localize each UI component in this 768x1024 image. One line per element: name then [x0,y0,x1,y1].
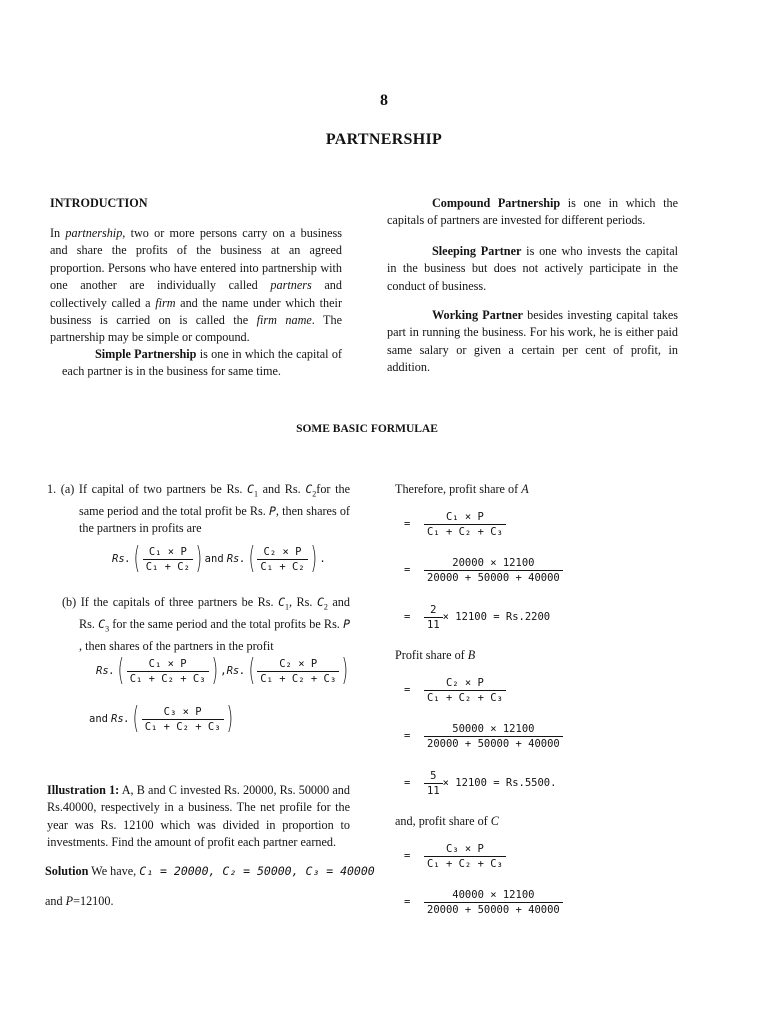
formula-1b-expression-line1: Rs.( $\frac{\text{C₁ × P}}{\text{C₁ + C₂ + C₃}}$ ) ,Rs.( $\frac{\text{C₂ × P}}{\text{C₁ + C₂ + C₃}}$ ) [96,653,349,688]
chapter-number: 8 [380,92,388,109]
fraction: $\frac{\text{C₂ × P}}{\text{C₁ + C₂}}$ [257,545,307,574]
fraction: $\frac{\text{C₃ × P}}{\text{C₁ + C₂ + C₃}}$ [142,705,224,734]
intro-paragraph: In partnership, two or more persons carry on a business and share the profits of the business at an agreed proportion. Persons who have entered into partnership with one another are individually called partners and collectively called a firm and the name under which their business is carried on is called the firm name. The partnership may be simple or compound. [50,226,343,345]
share-a-formula: = $\frac{\text{C₁ × P}}{\text{C₁ + C₂ + C₃}}$ [404,510,506,539]
share-b-result: = $\frac{5}{11}$ × 12100 = Rs.5500. [404,770,557,797]
formula-1b-expression-line2: and Rs.( $\frac{\text{C₃ × P}}{\text{C₁ + C₂ + C₃}}$ ) [89,701,233,736]
share-c-substitution: = $\frac{40000 \times 12100}{20000 + 50000 + 40000}$ [404,888,563,917]
share-c-formula: = $\frac{\text{C₃ × P}}{\text{C₁ + C₂ + C₃}}$ [404,842,506,871]
simple-partnership-definition: Simple Partnership is one in which the capital of each partner is in the business for same time. [62,347,342,379]
share-a-result: = $\frac{2}{11}$ × 12100 = Rs.2200 [404,604,551,631]
working-partner-definition: Working Partner besides investing capital takes part in running the business. For his work, he is either paid same salary or given a certain per cent of profit, in addition. [387,308,678,375]
profit-share-a-label: Therefore, profit share of A [395,482,529,496]
page-title: PARTNERSHIP [325,131,443,148]
solution-profit: and P=12100. [45,894,114,908]
illustration-1: Illustration 1: A, B and C invested Rs. 20000, Rs. 50000 and Rs.40000, respectively in a business. The net profile for the year was Rs. 12100 which was divided in proportion to investments. Find the amount of profit each partner earned. [47,783,350,850]
intro-heading: INTRODUCTION [50,196,148,210]
formula-1a-expression: Rs.( $\frac{\text{C₁ × P}}{\text{C₁ + C₂}}$ ) and Rs.( $\frac{\text{C₂ × P}}{\text{C₁ + C₂}}$ ) . [112,541,326,576]
formula-1a-text: 1. (a) If capital of two partners be Rs. $C_1$ and Rs. $C_2for$ the same period and the total profit be Rs. P, then shares of the partners in profits are [47,482,350,536]
compound-partnership-definition: Compound Partnership is one in which the capitals of partners are invested for different periods. [387,196,678,228]
profit-share-b-label: Profit share of B [395,648,476,662]
solution-line: Solution We have, C₁ = 20000, C₂ = 50000, C₃ = 40000 [45,864,375,878]
share-a-substitution: = $\frac{20000 \times 12100}{20000 + 50000 + 40000}$ [404,556,563,585]
formula-1b-text: (b) If the capitals of three partners be Rs. $C_1$, Rs. $C_2$ and Rs. $C_3$ for the same period and the total profits be Rs. P , then shares of the partners in the profit [62,595,351,653]
profit-share-c-label: and, profit share of C [395,814,499,828]
fraction: $\frac{\text{C₁ × P}}{\text{C₁ + C₂ + C₃}}$ [127,657,209,686]
fraction: $\frac{\text{C₁ × P}}{\text{C₁ + C₂}}$ [143,545,193,574]
formulae-heading: SOME BASIC FORMULAE [296,423,438,435]
sleeping-partner-definition: Sleeping Partner is one who invests the capital in the business but does not actively participate in the conduct of business. [387,244,678,293]
share-b-formula: = $\frac{\text{C₂ × P}}{\text{C₁ + C₂ + C₃}}$ [404,676,506,705]
share-b-substitution: = $\frac{50000 \times 12100}{20000 + 50000 + 40000}$ [404,722,563,751]
fraction: $\frac{\text{C₂ × P}}{\text{C₁ + C₂ + C₃}}$ [257,657,339,686]
